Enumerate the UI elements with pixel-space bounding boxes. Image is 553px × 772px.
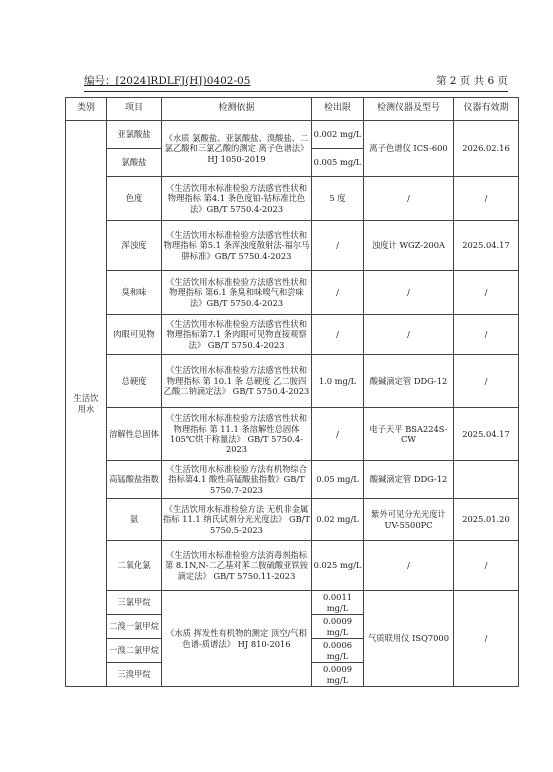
- table-row: [66, 177, 519, 221]
- validity-cell: 2025.01.20: [454, 499, 519, 541]
- category-label: 生活饮用水: [73, 393, 99, 414]
- validity-cell: /: [454, 315, 519, 355]
- category-cell: [66, 121, 107, 687]
- table-row: [66, 461, 519, 499]
- table-row: [66, 408, 519, 461]
- limit-cell: 5 度: [312, 177, 364, 221]
- col-header-item: 项目: [107, 98, 162, 121]
- instrument-cell: 浊度计 WGZ-200A: [364, 221, 454, 271]
- instrument-cell: /: [364, 271, 454, 315]
- basis-cell: 《生活饮用水标准检验方法 无机非金属指标 11.1 纳氏试剂分光光度法》 GB/T 5750.5-2023: [162, 499, 312, 541]
- page-number: 第 2 页 共 6 页: [435, 75, 508, 87]
- limit-cell: /: [312, 271, 364, 315]
- col-header-basis: 检测依据: [162, 98, 312, 121]
- instrument-cell: 电子天平 BSA224S-CW: [364, 408, 454, 461]
- instrument-cell: 酸碱滴定管 DDG-12: [364, 355, 454, 408]
- limit-cell: 0.002 mg/L: [312, 121, 364, 149]
- item-cell: 肉眼可见物: [107, 315, 162, 355]
- item-cell: 亚氯酸盐: [107, 121, 162, 149]
- header-rule: [84, 91, 508, 92]
- limit-cell: 0.0011 mg/L: [312, 591, 364, 615]
- item-cell: 溶解性总固体: [107, 408, 162, 461]
- validity-cell: /: [454, 177, 519, 221]
- page-header: [84, 72, 508, 88]
- limit-cell: 0.0009 mg/L: [312, 615, 364, 639]
- table-row: [66, 271, 519, 315]
- basis-cell: 《生活饮用水标准检验方法感官性状和物理指标第7.1 条肉眼可见物直接观察法》 GB/T 5750.4-2023: [162, 315, 312, 355]
- limit-cell: 0.0006 mg/L: [312, 639, 364, 663]
- table-header-row: [66, 98, 519, 121]
- table-row: [66, 591, 519, 615]
- limit-cell: 0.025 mg/L: [312, 541, 364, 591]
- document-number: 编号：[2024]RDLFJ(HJ)0402-05: [84, 75, 251, 87]
- instrument-cell: /: [364, 177, 454, 221]
- limit-cell: 0.05 mg/L: [312, 461, 364, 499]
- validity-cell: /: [454, 591, 519, 687]
- item-cell: 二氧化氯: [107, 541, 162, 591]
- table-row: [66, 221, 519, 271]
- table-row: [66, 121, 519, 149]
- basis-cell: 《生活饮用水标准检验方法感官性状和物理指标 第6.1 条臭和味嗅气和尝味法》GB/T 5750.4-2023: [162, 271, 312, 315]
- limit-cell: /: [312, 408, 364, 461]
- validity-cell: /: [454, 271, 519, 315]
- basis-cell: 《生活饮用水标准检验方法感官性状和物理指标 第 11.1 条溶解性总固体 105℃烘干称量法》 GB/T 5750.4-2023: [162, 408, 312, 461]
- validity-cell: 2026.02.16: [454, 121, 519, 177]
- basis-cell: 《生活饮用水标准检验方法感官性状和物理指标 第 10.1 条 总硬度 乙二胺四乙酸二钠滴定法》 GB/T 5750.4-2023: [162, 355, 312, 408]
- table-row: [66, 499, 519, 541]
- basis-cell: 《生活饮用水标准检验方法消毒剂指标第 8.1N,N-二乙基对苯二胺硫酸亚铁铵滴定法》 GB/T 5750.11-2023: [162, 541, 312, 591]
- instrument-cell: /: [364, 315, 454, 355]
- table-row: [66, 541, 519, 591]
- item-cell: 浑浊度: [107, 221, 162, 271]
- item-cell: 臭和味: [107, 271, 162, 315]
- item-cell: 一溴二氯甲烷: [107, 639, 162, 663]
- table-row: [66, 355, 519, 408]
- basis-cell: 《水质 氯酸盐、亚氯酸盐、溴酸盐、二氯乙酸和三氯乙酸的测定 离子色谱法》 HJ 1050-2019: [162, 121, 312, 177]
- item-cell: 总硬度: [107, 355, 162, 408]
- validity-cell: 2025.04.17: [454, 221, 519, 271]
- limit-cell: 0.02 mg/L: [312, 499, 364, 541]
- item-cell: 氨: [107, 499, 162, 541]
- col-header-limit: 检出限: [312, 98, 364, 121]
- validity-cell: /: [454, 355, 519, 408]
- instrument-cell: 酸碱滴定管 DDG-12: [364, 461, 454, 499]
- instrument-cell: 紫外可见分光光度计 UV-5500PC: [364, 499, 454, 541]
- item-cell: 二溴一氯甲烷: [107, 615, 162, 639]
- instrument-cell: /: [364, 541, 454, 591]
- item-cell: 色度: [107, 177, 162, 221]
- item-cell: 氯酸盐: [107, 149, 162, 177]
- instrument-cell: 离子色谱仪 ICS-600: [364, 121, 454, 177]
- col-header-category: 类别: [66, 98, 107, 121]
- basis-cell: 《生活饮用水标准检验方法感官性状和物理指标 第4.1 条色度铂-钴标准比色法》GB/T 5750.4-2023: [162, 177, 312, 221]
- test-basis-table: [65, 97, 519, 687]
- limit-cell: 0.005 mg/L: [312, 149, 364, 177]
- instrument-cell: 气质联用仪 ISQ7000: [364, 591, 454, 687]
- limit-cell: 0.0009 mg/L: [312, 663, 364, 687]
- basis-cell: 《生活饮用水标准检验方法感官性状和物理指标 第5.1 条浑浊度散射法-福尔马肼标准》GB/T 5750.4-2023: [162, 221, 312, 271]
- item-cell: 三氯甲烷: [107, 591, 162, 615]
- validity-cell: [454, 461, 519, 499]
- table-row: [66, 315, 519, 355]
- item-cell: 高锰酸盐指数: [107, 461, 162, 499]
- col-header-validity: 仪器有效期: [454, 98, 519, 121]
- limit-cell: /: [312, 221, 364, 271]
- item-cell: 三溴甲烷: [107, 663, 162, 687]
- validity-cell: /: [454, 541, 519, 591]
- basis-cell: 《生活饮用水标准检验方法有机物综合指标第4.1 酸性高锰酸盐指数》GB/T 5750.7-2023: [162, 461, 312, 499]
- basis-cell: 《水质 挥发性有机物的测定 顶空/气相色谱-质谱法》 HJ 810-2016: [162, 591, 312, 687]
- limit-cell: /: [312, 315, 364, 355]
- col-header-instrument: 检测仪器及型号: [364, 98, 454, 121]
- limit-cell: 1.0 mg/L: [312, 355, 364, 408]
- validity-cell: 2025.04.17: [454, 408, 519, 461]
